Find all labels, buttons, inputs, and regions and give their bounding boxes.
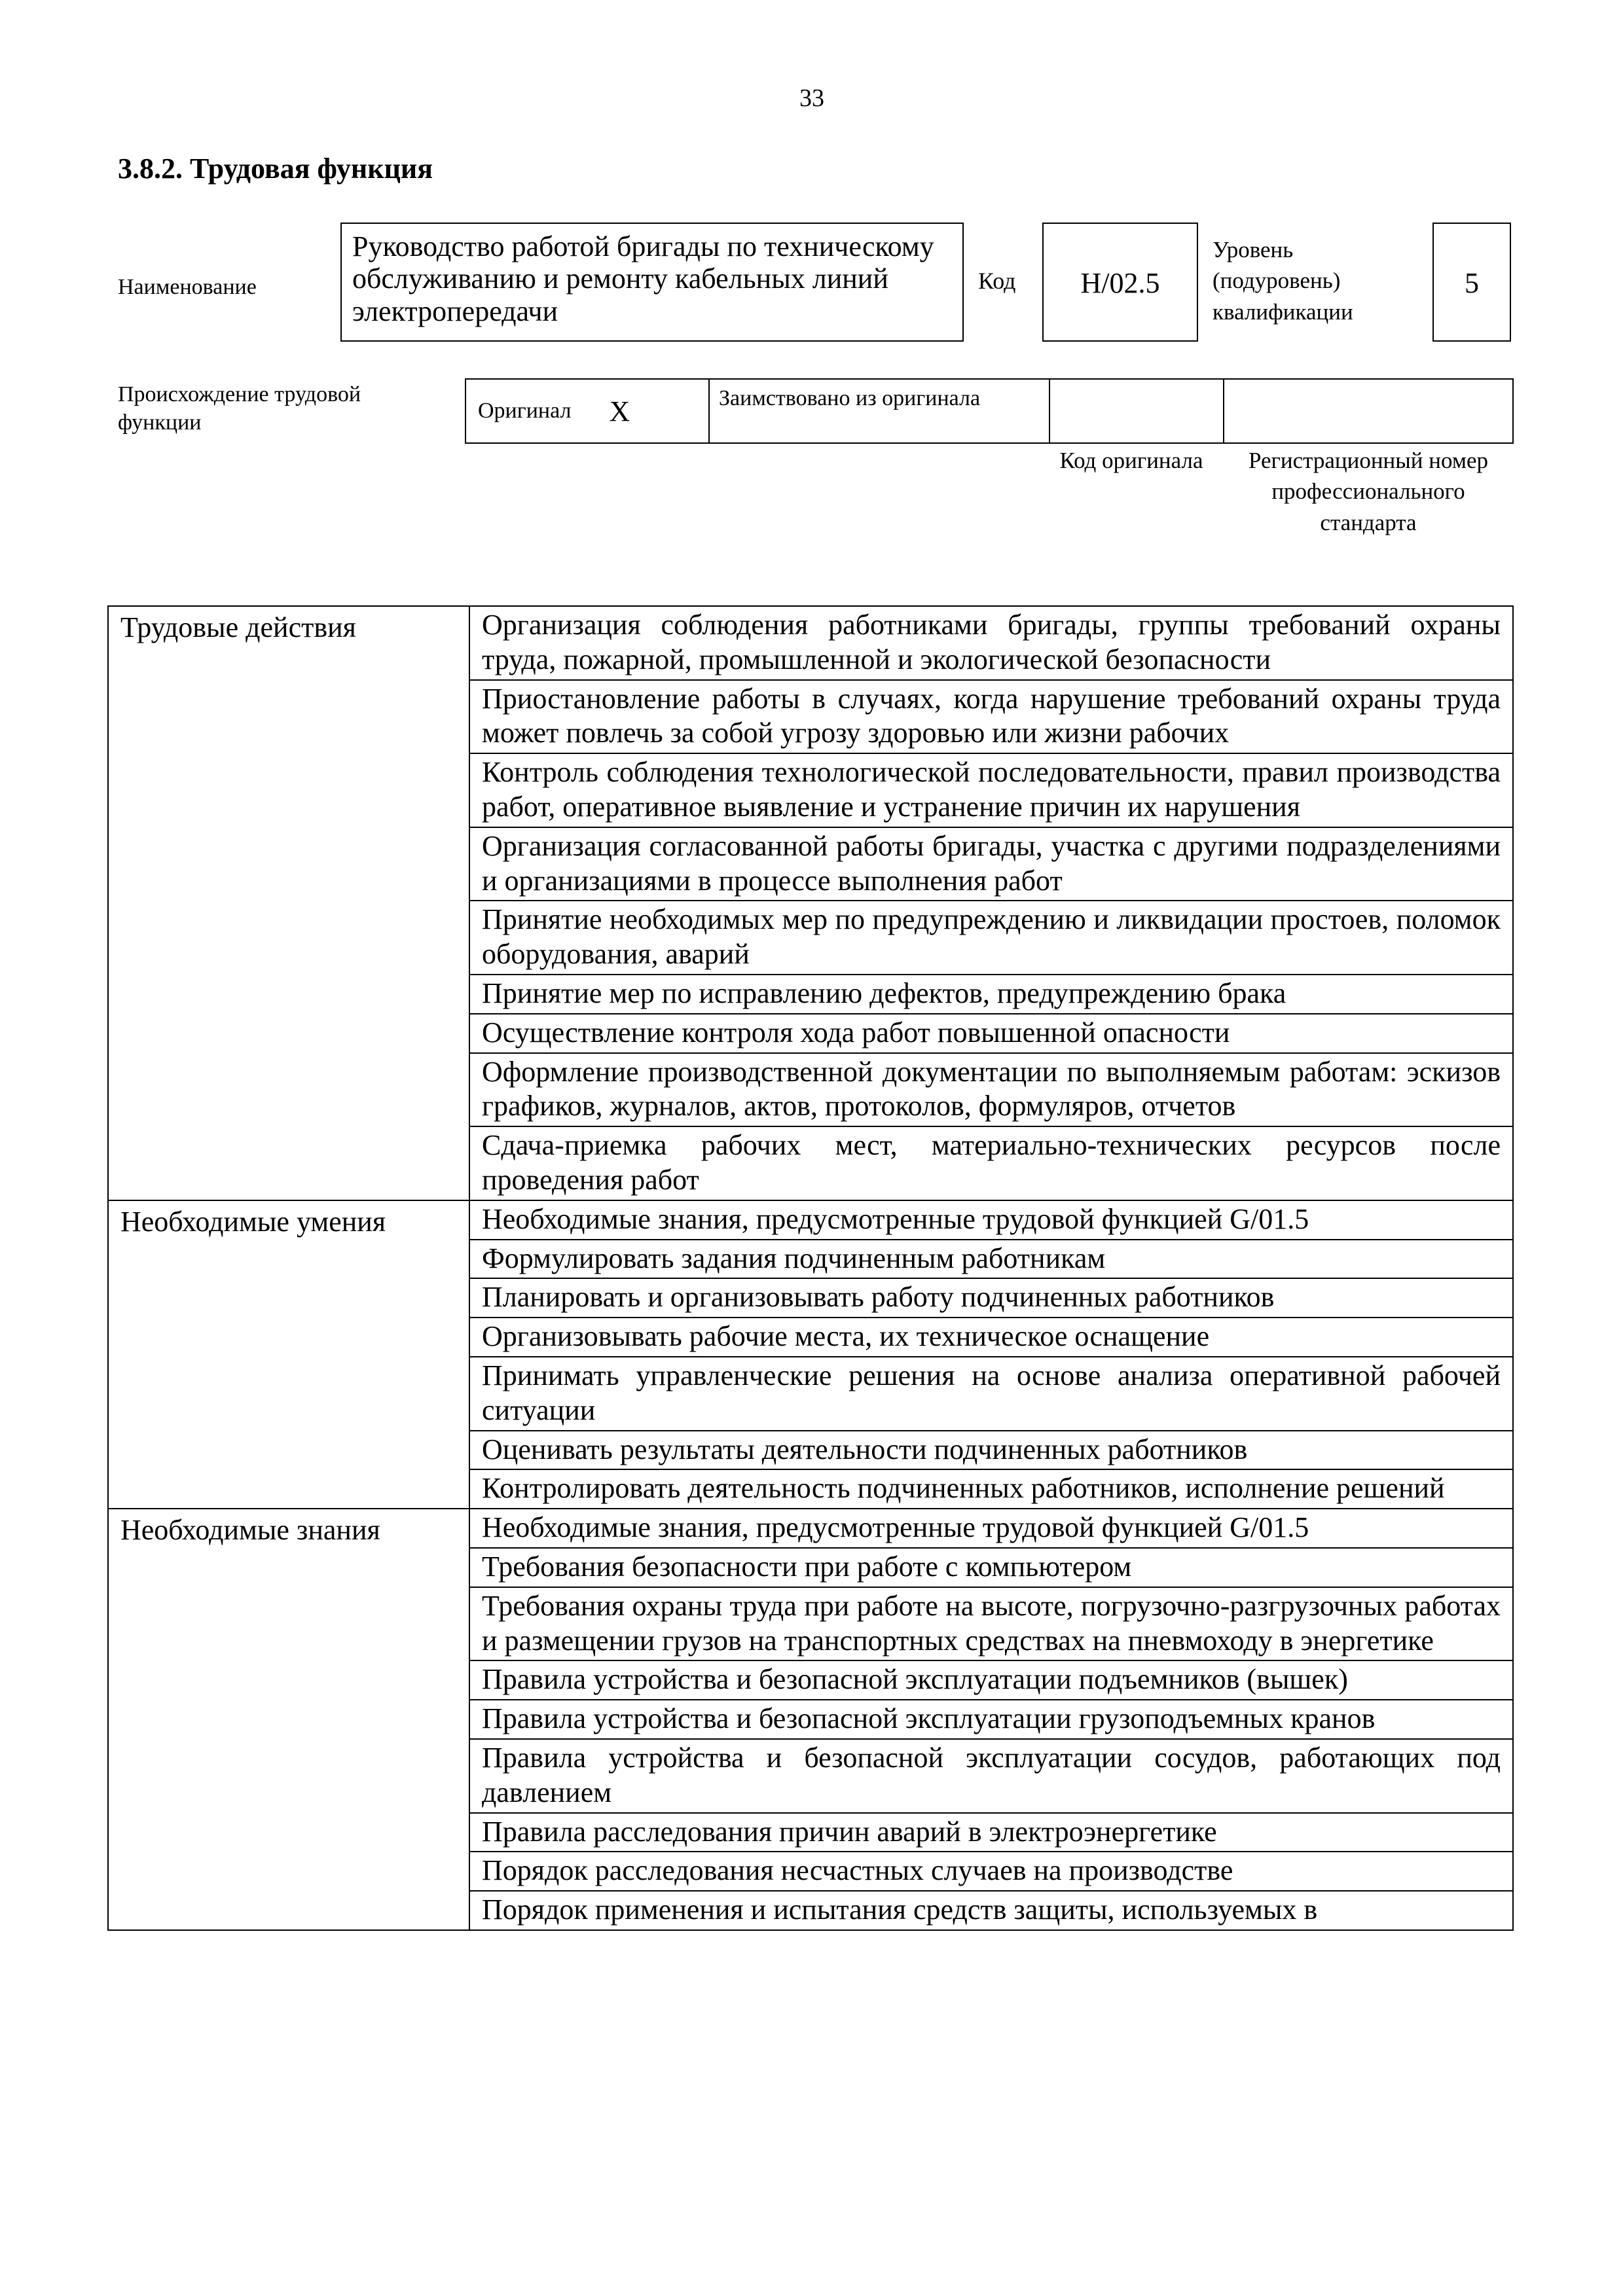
registration-number-caption: Регистрационный номер профессионального стандарта [1248, 448, 1489, 535]
group-title: Необходимые знания [108, 1509, 469, 1930]
group-item: Контроль соблюдения технологической последовательности, правил производства работ, оперативное выявление и устранение причин их нарушения [469, 753, 1513, 827]
group-title: Трудовые действия [108, 606, 469, 1200]
group-item: Контролировать деятельность подчиненных работников, исполнение решений [469, 1469, 1513, 1509]
code-label: Код [978, 268, 1016, 294]
origin-row [465, 378, 1514, 444]
original-cell [466, 380, 710, 442]
table-row [108, 606, 1513, 680]
name-label: Наименование [118, 275, 257, 299]
group-item: Правила устройства и безопасной эксплуатации подъемников (вышек) [469, 1660, 1513, 1700]
group-item: Организация соблюдения работниками бригады, группы требований охраны труда, пожарной, промышленной и экологической безопасности [469, 606, 1513, 680]
group-title: Необходимые умения [108, 1200, 469, 1509]
group-item: Требования охраны труда при работе на высоте, погрузочно-разгрузочных работах и размещении грузов на транспортных средствах на пневмоходу в энергетике [469, 1587, 1513, 1661]
group-item: Оценивать результаты деятельности подчиненных работников [469, 1431, 1513, 1470]
group-item: Требования безопасности при работе с компьютером [469, 1548, 1513, 1587]
function-name-box: Руководство работой бригады по техническому обслуживанию и ремонту кабельных линий электропередачи [340, 223, 964, 342]
group-item: Правила устройства и безопасной эксплуатации сосудов, работающих под давлением [469, 1739, 1513, 1813]
table-row [108, 1200, 1513, 1240]
group-item: Необходимые знания, предусмотренные трудовой функцией G/01.5 [469, 1200, 1513, 1240]
group-item: Оформление производственной документации по выполняемым работам: эскизов графиков, журналов, актов, протоколов, формуляров, отчетов [469, 1053, 1513, 1127]
level-label: Уровень (подуровень) квалификации [1213, 237, 1353, 325]
table-row [108, 1509, 1513, 1548]
original-code-caption: Код оригинала [1059, 448, 1203, 473]
function-code-box: H/02.5 [1042, 223, 1198, 342]
group-item: Организация согласованной работы бригады, участка с другими подразделениями и организациями в процессе выполнения работ [469, 827, 1513, 901]
page-number: 33 [799, 84, 824, 112]
original-code-cell [1050, 380, 1224, 442]
level-value-box: 5 [1432, 223, 1511, 342]
group-item: Правила устройства и безопасной эксплуатации грузоподъемных кранов [469, 1700, 1513, 1739]
group-item: Порядок расследования несчастных случаев на производстве [469, 1852, 1513, 1891]
group-item: Принимать управленческие решения на основе анализа оперативной рабочей ситуации [469, 1357, 1513, 1431]
original-label: Оригинал [478, 399, 572, 423]
group-item: Организовывать рабочие места, их техническое оснащение [469, 1318, 1513, 1357]
group-item: Формулировать задания подчиненным работникам [469, 1240, 1513, 1279]
group-item: Порядок применения и испытания средств защиты, используемых в [469, 1891, 1513, 1930]
group-item: Правила расследования причин аварий в электроэнергетике [469, 1813, 1513, 1852]
group-item: Необходимые знания, предусмотренные трудовой функцией G/01.5 [469, 1509, 1513, 1548]
section-title: 3.8.2. Трудовая функция [118, 152, 433, 185]
group-item: Планировать и организовывать работу подчиненных работников [469, 1278, 1513, 1318]
borrowed-cell: Заимствовано из оригинала [710, 380, 1050, 442]
group-item: Осуществление контроля хода работ повышенной опасности [469, 1014, 1513, 1053]
function-details-table [107, 605, 1514, 1931]
origin-label: Происхождение трудовой функции [118, 382, 361, 435]
group-item: Принятие мер по исправлению дефектов, предупреждению брака [469, 975, 1513, 1014]
group-item: Принятие необходимых мер по предупреждению и ликвидации простоев, поломок оборудования, аварий [469, 901, 1513, 975]
group-item: Сдача-приемка рабочих мест, материально-технических ресурсов после проведения работ [469, 1126, 1513, 1200]
original-mark: X [609, 395, 630, 427]
registration-number-cell [1224, 380, 1512, 442]
group-item: Приостановление работы в случаях, когда нарушение требований охраны труда может повлечь за собой угрозу здоровью или жизни рабочих [469, 680, 1513, 754]
